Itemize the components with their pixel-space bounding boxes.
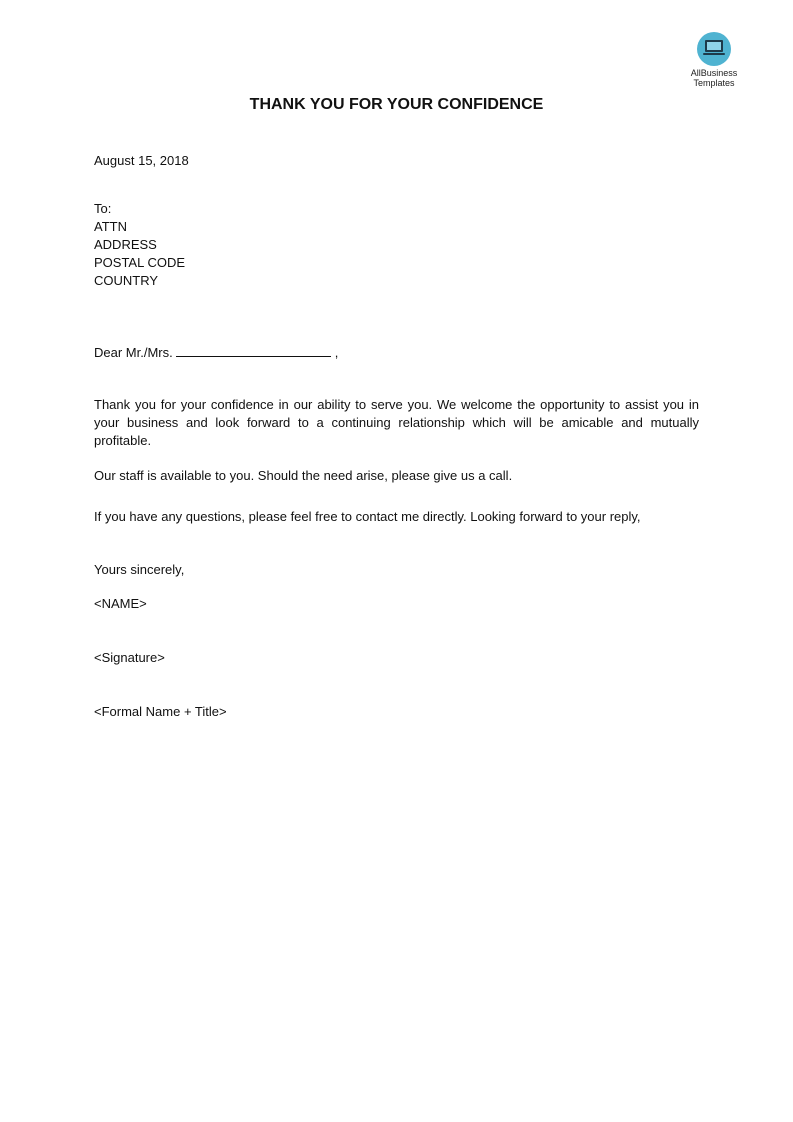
address-address: ADDRESS — [94, 237, 157, 252]
closing-sincerely: Yours sincerely, — [94, 562, 185, 577]
closing-name: <NAME> — [94, 596, 147, 611]
laptop-icon — [697, 32, 731, 66]
address-attn: ATTN — [94, 219, 127, 234]
closing-formal-name: <Formal Name + Title> — [94, 704, 227, 719]
name-blank-line — [176, 344, 331, 357]
logo-text-line1: AllBusiness — [690, 68, 738, 78]
salutation — [94, 344, 338, 362]
logo-text-line2: Templates — [693, 78, 735, 88]
salutation-prefix: Dear Mr./Mrs. — [94, 345, 173, 360]
letter-date: August 15, 2018 — [94, 153, 189, 168]
letter-title: THANK YOU FOR YOUR CONFIDENCE — [249, 96, 544, 113]
body-paragraph-1: Thank you for your confidence in our ability to serve you. We welcome the opportunity to assist you in your business and look forward to a continuing relationship which will be amicable and mutually profitable. — [94, 397, 699, 448]
body-paragraph-3: If you have any questions, please feel free to contact me directly. Looking forward to your reply, — [94, 509, 641, 524]
address-to: To: — [94, 201, 112, 216]
salutation-suffix: , — [334, 345, 339, 360]
company-logo — [676, 32, 752, 88]
address-country: COUNTRY — [94, 273, 159, 288]
address-postal-code: POSTAL CODE — [94, 255, 186, 270]
body-paragraph-2: Our staff is available to you. Should the need arise, please give us a call. — [94, 468, 513, 483]
closing-signature: <Signature> — [94, 650, 165, 665]
